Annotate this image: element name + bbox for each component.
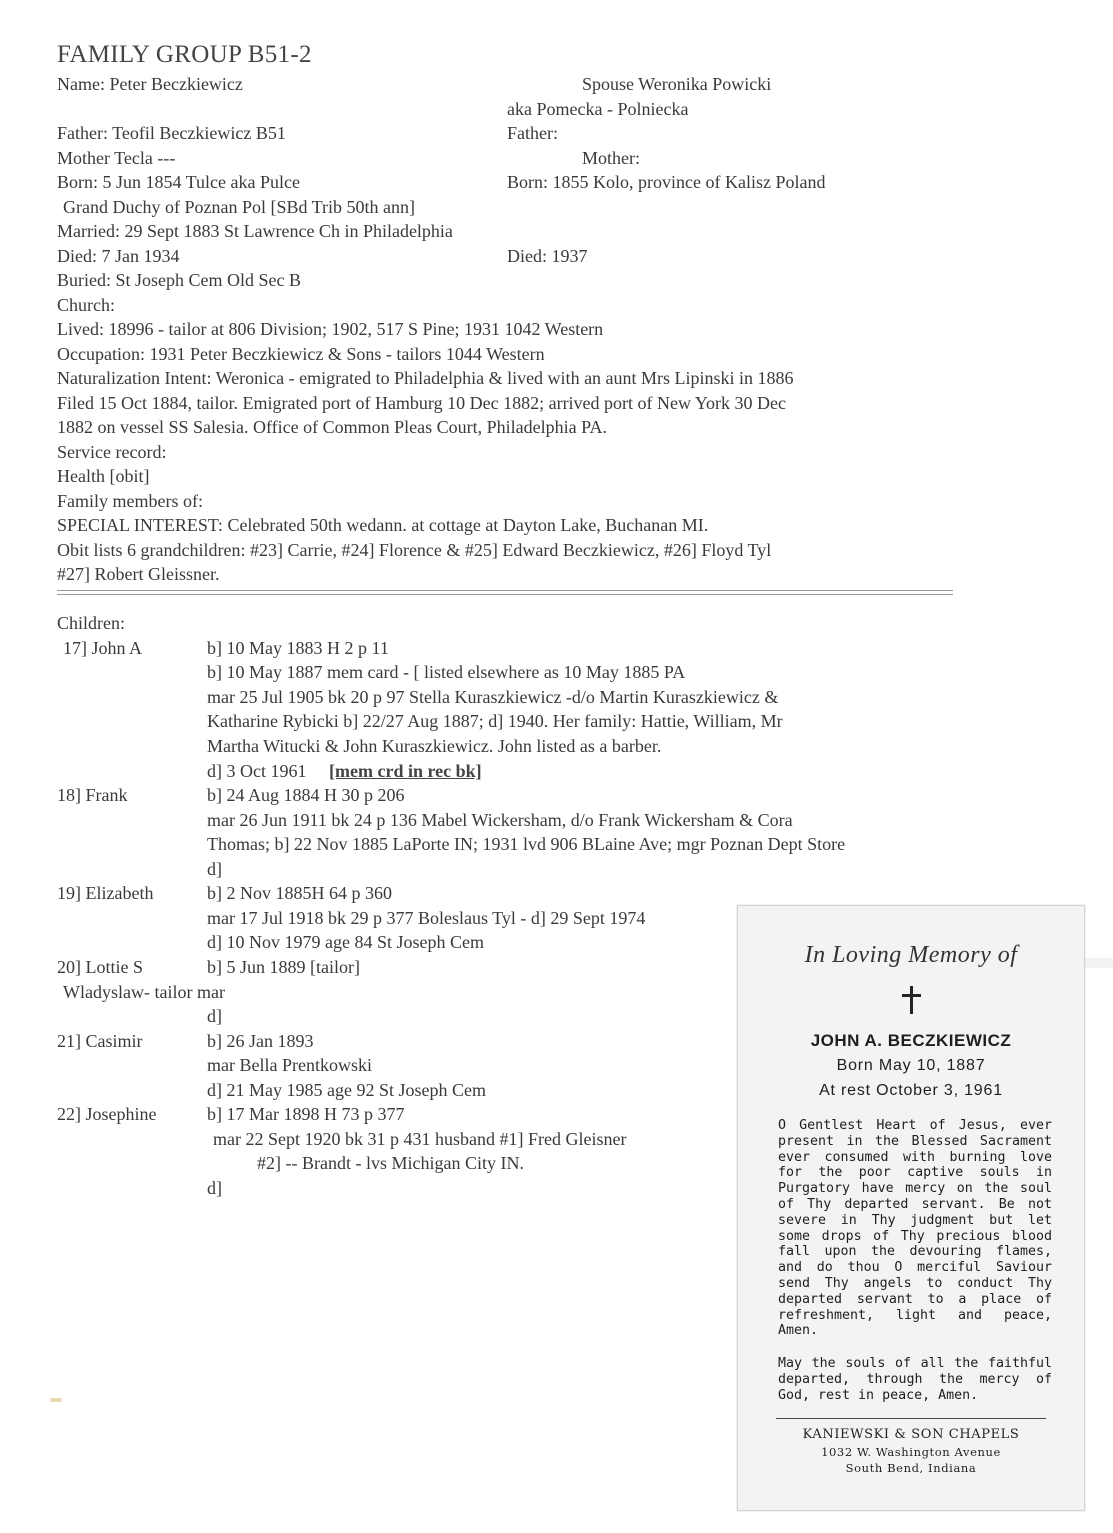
- buried-line: Buried: St Joseph Cem Old Sec B: [57, 270, 301, 290]
- child-19-name: 19] Elizabeth: [57, 883, 154, 903]
- service-line: Service record:: [57, 442, 167, 462]
- child-18-line: b] 24 Aug 1884 H 30 p 206: [207, 785, 405, 805]
- child-21-line: d] 21 May 1985 age 92 St Joseph Cem: [207, 1080, 486, 1100]
- died-line: Died: 7 Jan 1934: [57, 246, 180, 266]
- card-prayer: O Gentlest Heart of Jesus, ever present in the Blessed Sacrament ever consumed with burning love for the poor captive souls in Purgatory have mercy on the soul of Thy departed servant. Be not severe in Thy judgment but let some drops of Thy precious blood fall upon the devouring flames, and do thou O merciful Saviour send Thy angels to conduct Thy departed servant to a place of refreshment, light and peace, Amen.: [778, 1118, 1052, 1339]
- child-19-line: mar 17 Jul 1918 bk 29 p 377 Boleslaus Tyl - d] 29 Sept 1974: [207, 908, 646, 928]
- filed-line: Filed 15 Oct 1884, tailor. Emigrated port of Hamburg 10 Dec 1882; arrived port of New York 30 Dec: [57, 393, 787, 413]
- child-20-line: b] 5 Jun 1889 [tailor]: [207, 957, 360, 977]
- mother-line: Mother Tecla ---: [57, 148, 176, 168]
- card-chapel-address: 1032 W. Washington Avenue: [821, 1445, 1001, 1459]
- child-21-line: b] 26 Jan 1893: [207, 1031, 314, 1051]
- child-17-name: 17] John A: [63, 638, 143, 658]
- child-17-line: d] 3 Oct 1961: [207, 761, 307, 781]
- spouse-line: Spouse Weronika Powicki: [582, 74, 772, 94]
- spouse-father-line: Father:: [507, 123, 558, 143]
- card-born: Born May 10, 1887: [836, 1057, 986, 1074]
- paper-speck: [50, 1398, 62, 1402]
- vessel-line: 1882 on vessel SS Salesia. Office of Common Pleas Court, Philadelphia PA.: [57, 417, 607, 437]
- child-17-line: Martha Witucki & John Kuraszkiewicz. John listed as a barber.: [207, 736, 662, 756]
- spouse-born-line: Born: 1855 Kolo, province of Kalisz Poland: [507, 172, 826, 192]
- child-22-line: #2] -- Brandt - lvs Michigan City IN.: [257, 1153, 524, 1173]
- card-deceased-name: JOHN A. BECZKIEWICZ: [810, 1031, 1012, 1050]
- child-22-line: d]: [207, 1178, 222, 1198]
- child-21-line: mar Bella Prentkowski: [207, 1055, 372, 1075]
- child-18-name: 18] Frank: [57, 785, 128, 805]
- child-22-line: mar 22 Sept 1920 bk 31 p 431 husband #1] Fred Gleisner: [213, 1129, 627, 1149]
- child-17-line: b] 10 May 1883 H 2 p 11: [207, 638, 389, 658]
- card-prayer-closing: May the souls of all the faithful departed, through the mercy of God, rest in peace, Amen.: [778, 1356, 1052, 1403]
- card-rest: At rest October 3, 1961: [819, 1082, 1003, 1099]
- child-19-line: d] 10 Nov 1979 age 84 St Joseph Cem: [207, 932, 484, 952]
- card-divider: [776, 1418, 1046, 1419]
- name-line: Name: Peter Beczkiewicz: [57, 74, 243, 94]
- child-18-line: Thomas; b] 22 Nov 1885 LaPorte IN; 1931 lvd 906 BLaine Ave; mgr Poznan Dept Store: [207, 834, 846, 854]
- church-line: Church:: [57, 295, 115, 315]
- family-line: Family members of:: [57, 491, 203, 511]
- cross-icon: [900, 986, 924, 1014]
- lived-line: Lived: 18996 - tailor at 806 Division; 1902, 517 S Pine; 1931 1042 Western: [57, 319, 604, 339]
- child-22-name: 22] Josephine: [57, 1104, 157, 1124]
- child-20-line: d]: [207, 1006, 222, 1026]
- father-line: Father: Teofil Beczkiewicz B51: [57, 123, 286, 143]
- naturalization-line: Naturalization Intent: Weronica - emigrated to Philadelphia & lived with an aunt Mrs Lipinski in 1886: [57, 368, 794, 388]
- child-18-line: mar 26 Jun 1911 bk 24 p 136 Mabel Wickersham, d/o Frank Wickersham & Cora: [207, 810, 793, 830]
- spouse-aka-line: aka Pomecka - Polniecka: [507, 99, 689, 119]
- child-17-line: Katharine Rybicki b] 22/27 Aug 1887; d] 1940. Her family: Hattie, William, Mr: [207, 711, 783, 731]
- child-20-line: Wladyslaw- tailor mar: [63, 982, 225, 1002]
- separator-rule: [57, 590, 953, 600]
- mem-card-link[interactable]: [mem crd in rec bk]: [329, 761, 482, 781]
- obit-continuation-line: #27] Robert Gleissner.: [57, 564, 220, 584]
- page-title: FAMILY GROUP B51-2: [57, 41, 312, 68]
- card-heading: In Loving Memory of: [804, 942, 1018, 968]
- card-chapel-name: KANIEWSKI & SON CHAPELS: [802, 1427, 1020, 1442]
- children-label: Children:: [57, 613, 125, 633]
- memorial-card: [737, 905, 1085, 1511]
- child-22-line: b] 17 Mar 1898 H 73 p 377: [207, 1104, 405, 1124]
- child-17-line: mar 25 Jul 1905 bk 20 p 97 Stella Kuraszkiewicz -d/o Martin Kuraszkiewicz &: [207, 687, 779, 707]
- occupation-line: Occupation: 1931 Peter Beczkiewicz & Sons - tailors 1044 Western: [57, 344, 545, 364]
- card-chapel-city: South Bend, Indiana: [845, 1461, 977, 1475]
- spouse-died-line: Died: 1937: [507, 246, 588, 266]
- married-line: Married: 29 Sept 1883 St Lawrence Ch in Philadelphia: [57, 221, 453, 241]
- born-continuation-line: Grand Duchy of Poznan Pol [SBd Trib 50th ann]: [63, 197, 415, 217]
- child-20-name: 20] Lottie S: [57, 957, 143, 977]
- child-19-line: b] 2 Nov 1885H 64 p 360: [207, 883, 392, 903]
- child-21-name: 21] Casimir: [57, 1031, 143, 1051]
- health-line: Health [obit]: [57, 466, 150, 486]
- born-line: Born: 5 Jun 1854 Tulce aka Pulce: [57, 172, 300, 192]
- obit-line: Obit lists 6 grandchildren: #23] Carrie, #24] Florence & #25] Edward Beczkiewicz, #26] Floyd Tyl: [57, 540, 772, 560]
- child-18-line: d]: [207, 859, 222, 879]
- child-17-line: b] 10 May 1887 mem card - [ listed elsewhere as 10 May 1885 PA: [207, 662, 686, 682]
- spouse-mother-line: Mother:: [582, 148, 640, 168]
- paper-edge-mark: [1085, 958, 1113, 968]
- special-interest-line: SPECIAL INTEREST: Celebrated 50th wedann. at cottage at Dayton Lake, Buchanan MI.: [57, 515, 709, 535]
